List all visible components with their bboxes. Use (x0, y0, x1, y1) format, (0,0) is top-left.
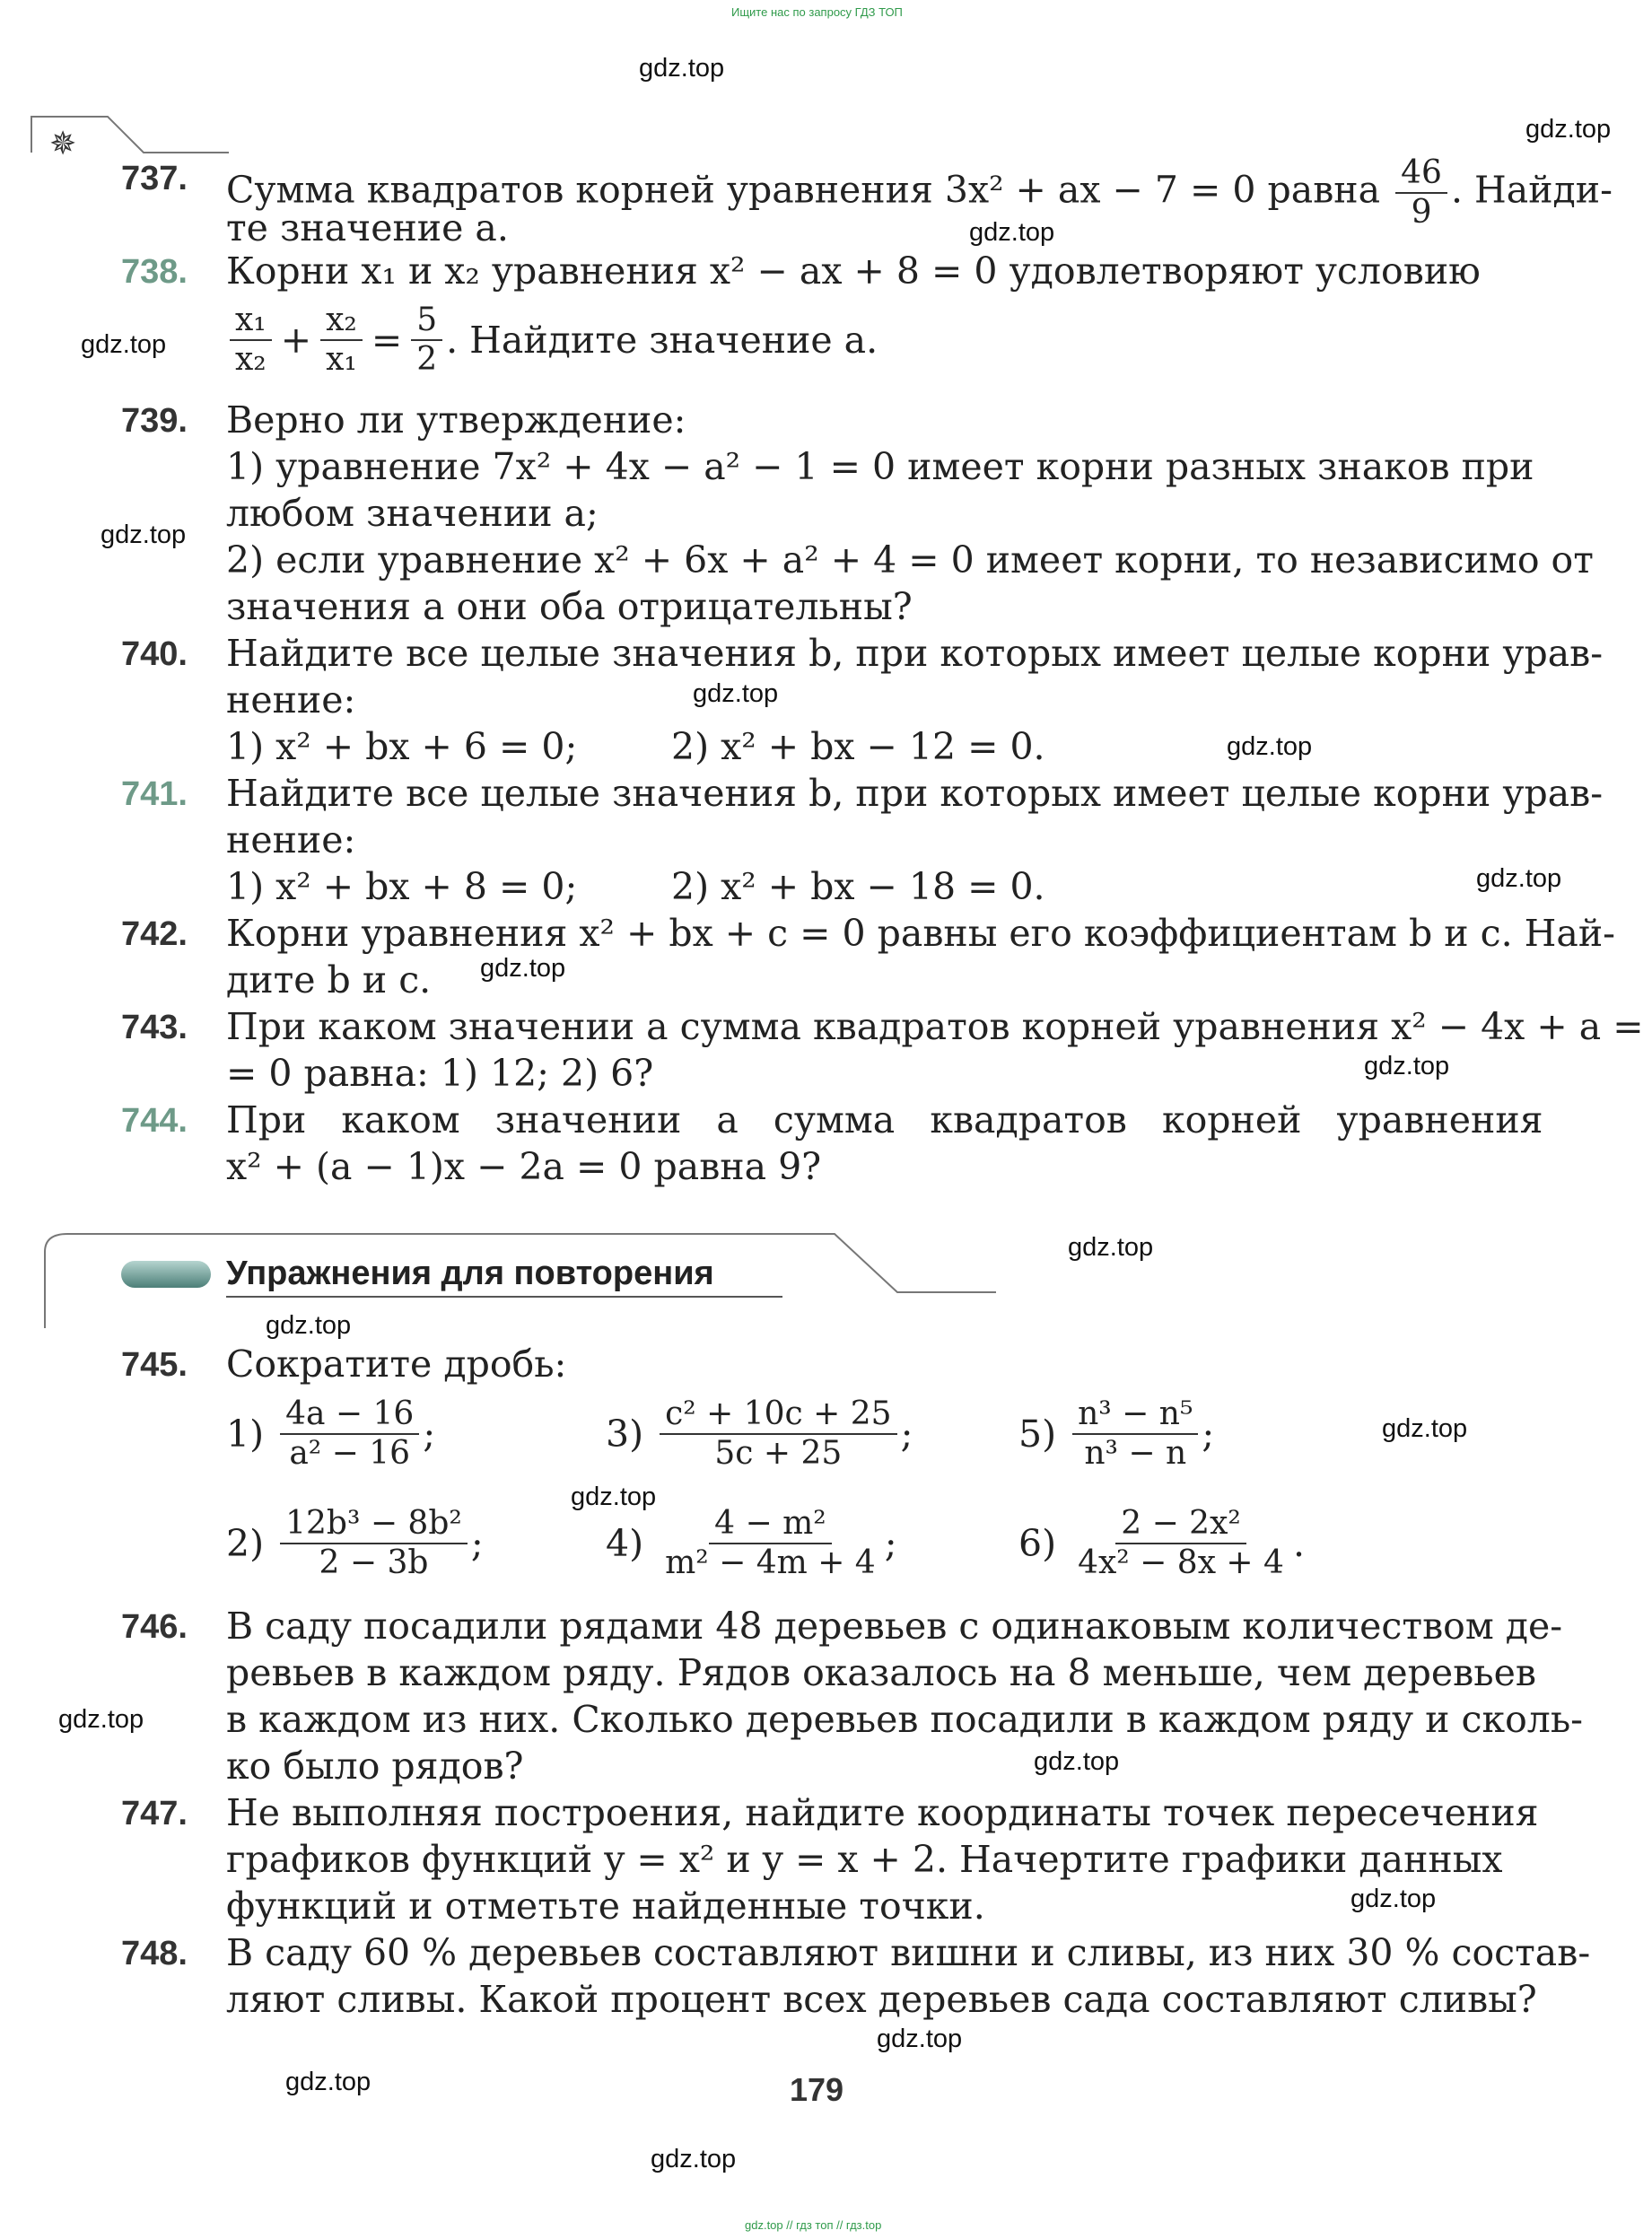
fraction-numerator: c² + 10c + 25 (660, 1395, 896, 1435)
problem-738-line-1: Корни x₁ и x₂ уравнения x² − ax + 8 = 0 удовлетворяют условию (226, 249, 1481, 293)
fraction (320, 302, 363, 379)
problem-746-line-2: ревьев в каждом ряду. Рядов оказалось на 8 меньше, чем деревьев (226, 1651, 1536, 1694)
bottom-note: gdz.top // гдз топ // гдз.top (745, 2218, 882, 2232)
problem-737-line-2: те значение a. (226, 206, 509, 249)
fraction-numerator: x₂ (320, 302, 363, 341)
fraction-numerator: 4a − 16 (280, 1395, 419, 1435)
problem-number: 745. (121, 1346, 188, 1384)
problem-742-line-2: дите b и c. (226, 958, 432, 1001)
watermark: gdz.top (1227, 732, 1313, 761)
problem-745-item (606, 1395, 913, 1473)
watermark: gdz.top (571, 1482, 657, 1511)
section-title: Упражнения для повторения (226, 1255, 714, 1292)
punctuation: ; (470, 1522, 484, 1565)
item-label: 4) (606, 1522, 644, 1565)
fraction-numerator: n³ − n⁵ (1072, 1395, 1198, 1435)
problem-number: 743. (121, 1009, 188, 1046)
problem-747-line-1: Не выполняя построения, найдите координаты точек пересечения (226, 1791, 1539, 1834)
problem-number: 739. (121, 402, 188, 440)
fraction-numerator: 5 (411, 302, 442, 341)
item-label: 6) (1018, 1522, 1057, 1565)
watermark: gdz.top (480, 954, 566, 983)
problem-744-line-1: При каком значении a сумма квадратов корней уравнения (226, 1098, 1543, 1141)
problem-746-line-4: ко было рядов? (226, 1745, 524, 1788)
problem-740-line-1: Найдите все целые значения b, при которых имеет целые корни урав- (226, 632, 1604, 675)
fraction-denominator: a² − 16 (289, 1435, 411, 1472)
problem-745-item (606, 1505, 897, 1582)
fraction-numerator: 4 − m² (709, 1505, 832, 1544)
watermark: gdz.top (1034, 1747, 1120, 1776)
problem-number: 747. (121, 1795, 188, 1832)
problem-number: 742. (121, 915, 188, 953)
problem-740-option-1: 1) x² + bx + 6 = 0; (226, 725, 578, 768)
watermark: gdz.top (266, 1311, 352, 1340)
problem-number: 738. (121, 253, 188, 291)
problem-number: 740. (121, 635, 188, 673)
punctuation: . (1292, 1522, 1305, 1565)
problem-747-line-2: графиков функций y = x² и y = x + 2. Начертите графики данных (226, 1838, 1503, 1881)
asterisk-star-icon: ✵ (49, 126, 77, 162)
fraction-numerator: 2 − 2x² (1115, 1505, 1246, 1544)
fraction-denominator: 2 − 3b (319, 1544, 429, 1581)
watermark: gdz.top (651, 2145, 737, 2173)
problem-740-line-2: нение: (226, 678, 356, 722)
problem-748-line-1: В саду 60 % деревьев составляют вишни и сливы, из них 30 % состав- (226, 1931, 1591, 1974)
punctuation: ; (884, 1522, 897, 1565)
problem-743-line-2: = 0 равна: 1) 12; 2) 6? (226, 1052, 654, 1095)
item-label: 3) (606, 1412, 644, 1456)
problem-741-line-1: Найдите все целые значения b, при которых имеет целые корни урав- (226, 772, 1604, 815)
fraction-denominator: 5c + 25 (714, 1435, 843, 1472)
page-number: 179 (790, 2071, 844, 2108)
fraction-numerator: 46 (1395, 154, 1447, 194)
problem-744-line-2: x² + (a − 1)x − 2a = 0 равна 9? (226, 1145, 822, 1188)
text-segment: Сумма квадратов корней уравнения 3x² + ax − 7 = 0 равна (226, 168, 1381, 212)
problem-745-item (1018, 1395, 1214, 1473)
problem-740-option-2: 2) x² + bx − 12 = 0. (671, 725, 1045, 768)
problem-739-line-5: значения a они оба отрицательны? (226, 585, 913, 628)
fraction (411, 302, 442, 379)
problem-745-item (226, 1395, 435, 1473)
watermark: gdz.top (969, 218, 1055, 247)
problem-746-line-1: В саду посадили рядами 48 деревьев с одинаковым количеством де- (226, 1605, 1563, 1648)
problem-739-line-2: 1) уравнение 7x² + 4x − a² − 1 = 0 имеет корни разных знаков при (226, 445, 1534, 488)
watermark: gdz.top (101, 520, 187, 549)
problem-747-line-3: функций и отметьте найденные точки. (226, 1885, 985, 1928)
text-segment: . Найди- (1450, 168, 1613, 212)
item-label: 1) (226, 1412, 265, 1456)
problem-739-line-3: любом значении a; (226, 492, 599, 535)
watermark: gdz.top (1525, 115, 1612, 144)
watermark: gdz.top (1476, 864, 1562, 893)
fraction (660, 1505, 881, 1582)
problem-743-line-1: При каком значении a сумма квадратов корней уравнения x² − 4x + a = (226, 1005, 1644, 1048)
watermark: gdz.top (693, 679, 779, 708)
fraction-numerator: 12b³ − 8b² (280, 1505, 468, 1544)
fraction (1072, 1505, 1289, 1582)
fraction-denominator: x₁ (326, 341, 357, 378)
watermark: gdz.top (639, 54, 725, 83)
punctuation: ; (423, 1412, 436, 1456)
watermark: gdz.top (81, 330, 167, 359)
plus-sign: + (280, 319, 312, 362)
header-corner-line (27, 112, 233, 157)
problem-number: 737. (121, 160, 188, 197)
problem-748-line-2: ляют сливы. Какой процент всех деревьев сада составляют сливы? (226, 1978, 1537, 2021)
problem-741-option-2: 2) x² + bx − 18 = 0. (671, 865, 1045, 908)
top-note: Ищите нас по запросу ГДЗ ТОП (731, 5, 903, 19)
punctuation: ; (1202, 1412, 1215, 1456)
fraction (280, 1505, 468, 1582)
fraction-denominator: x₂ (235, 341, 267, 378)
problem-738-line-2 (226, 302, 878, 379)
problem-number: 746. (121, 1608, 188, 1646)
fraction-denominator: m² − 4m + 4 (665, 1544, 876, 1581)
punctuation: ; (900, 1412, 913, 1456)
watermark: gdz.top (1350, 1885, 1437, 1913)
text-segment: . Найдите значение a. (446, 319, 878, 362)
watermark: gdz.top (1382, 1414, 1468, 1443)
fraction (1395, 154, 1447, 232)
fraction-denominator: n³ − n (1084, 1435, 1187, 1472)
watermark: gdz.top (1364, 1052, 1450, 1080)
problem-741-line-2: нение: (226, 818, 356, 861)
problem-number: 748. (121, 1935, 188, 1972)
problem-739-line-1: Верно ли утверждение: (226, 398, 686, 442)
problem-741-option-1: 1) x² + bx + 8 = 0; (226, 865, 578, 908)
problem-742-line-1: Корни уравнения x² + bx + c = 0 равны его коэффициентам b и c. Най- (226, 912, 1616, 955)
item-label: 5) (1018, 1412, 1057, 1456)
section-pill-icon (121, 1261, 211, 1288)
problem-745-line-1: Сократите дробь: (226, 1343, 567, 1386)
watermark: gdz.top (58, 1705, 144, 1734)
watermark: gdz.top (1068, 1233, 1154, 1262)
problem-745-item (1018, 1505, 1305, 1582)
fraction (660, 1395, 896, 1473)
problem-745-item (226, 1505, 484, 1582)
fraction (230, 302, 272, 379)
equals-sign: = (371, 319, 403, 362)
watermark: gdz.top (877, 2025, 963, 2053)
problem-number: 741. (121, 775, 188, 813)
watermark: gdz.top (285, 2068, 371, 2096)
fraction-denominator: 9 (1411, 194, 1432, 231)
problem-number: 744. (121, 1102, 188, 1140)
problem-739-line-4: 2) если уравнение x² + 6x + a² + 4 = 0 имеет корни, то независимо от (226, 538, 1594, 582)
fraction-denominator: 4x² − 8x + 4 (1078, 1544, 1284, 1581)
section-title-underline (226, 1296, 782, 1298)
fraction (280, 1395, 419, 1473)
item-label: 2) (226, 1522, 265, 1565)
fraction-denominator: 2 (416, 341, 438, 378)
fraction (1072, 1395, 1198, 1473)
fraction-numerator: x₁ (230, 302, 272, 341)
problem-746-line-3: в каждом из них. Сколько деревьев посадили в каждом ряду и сколь- (226, 1698, 1584, 1741)
